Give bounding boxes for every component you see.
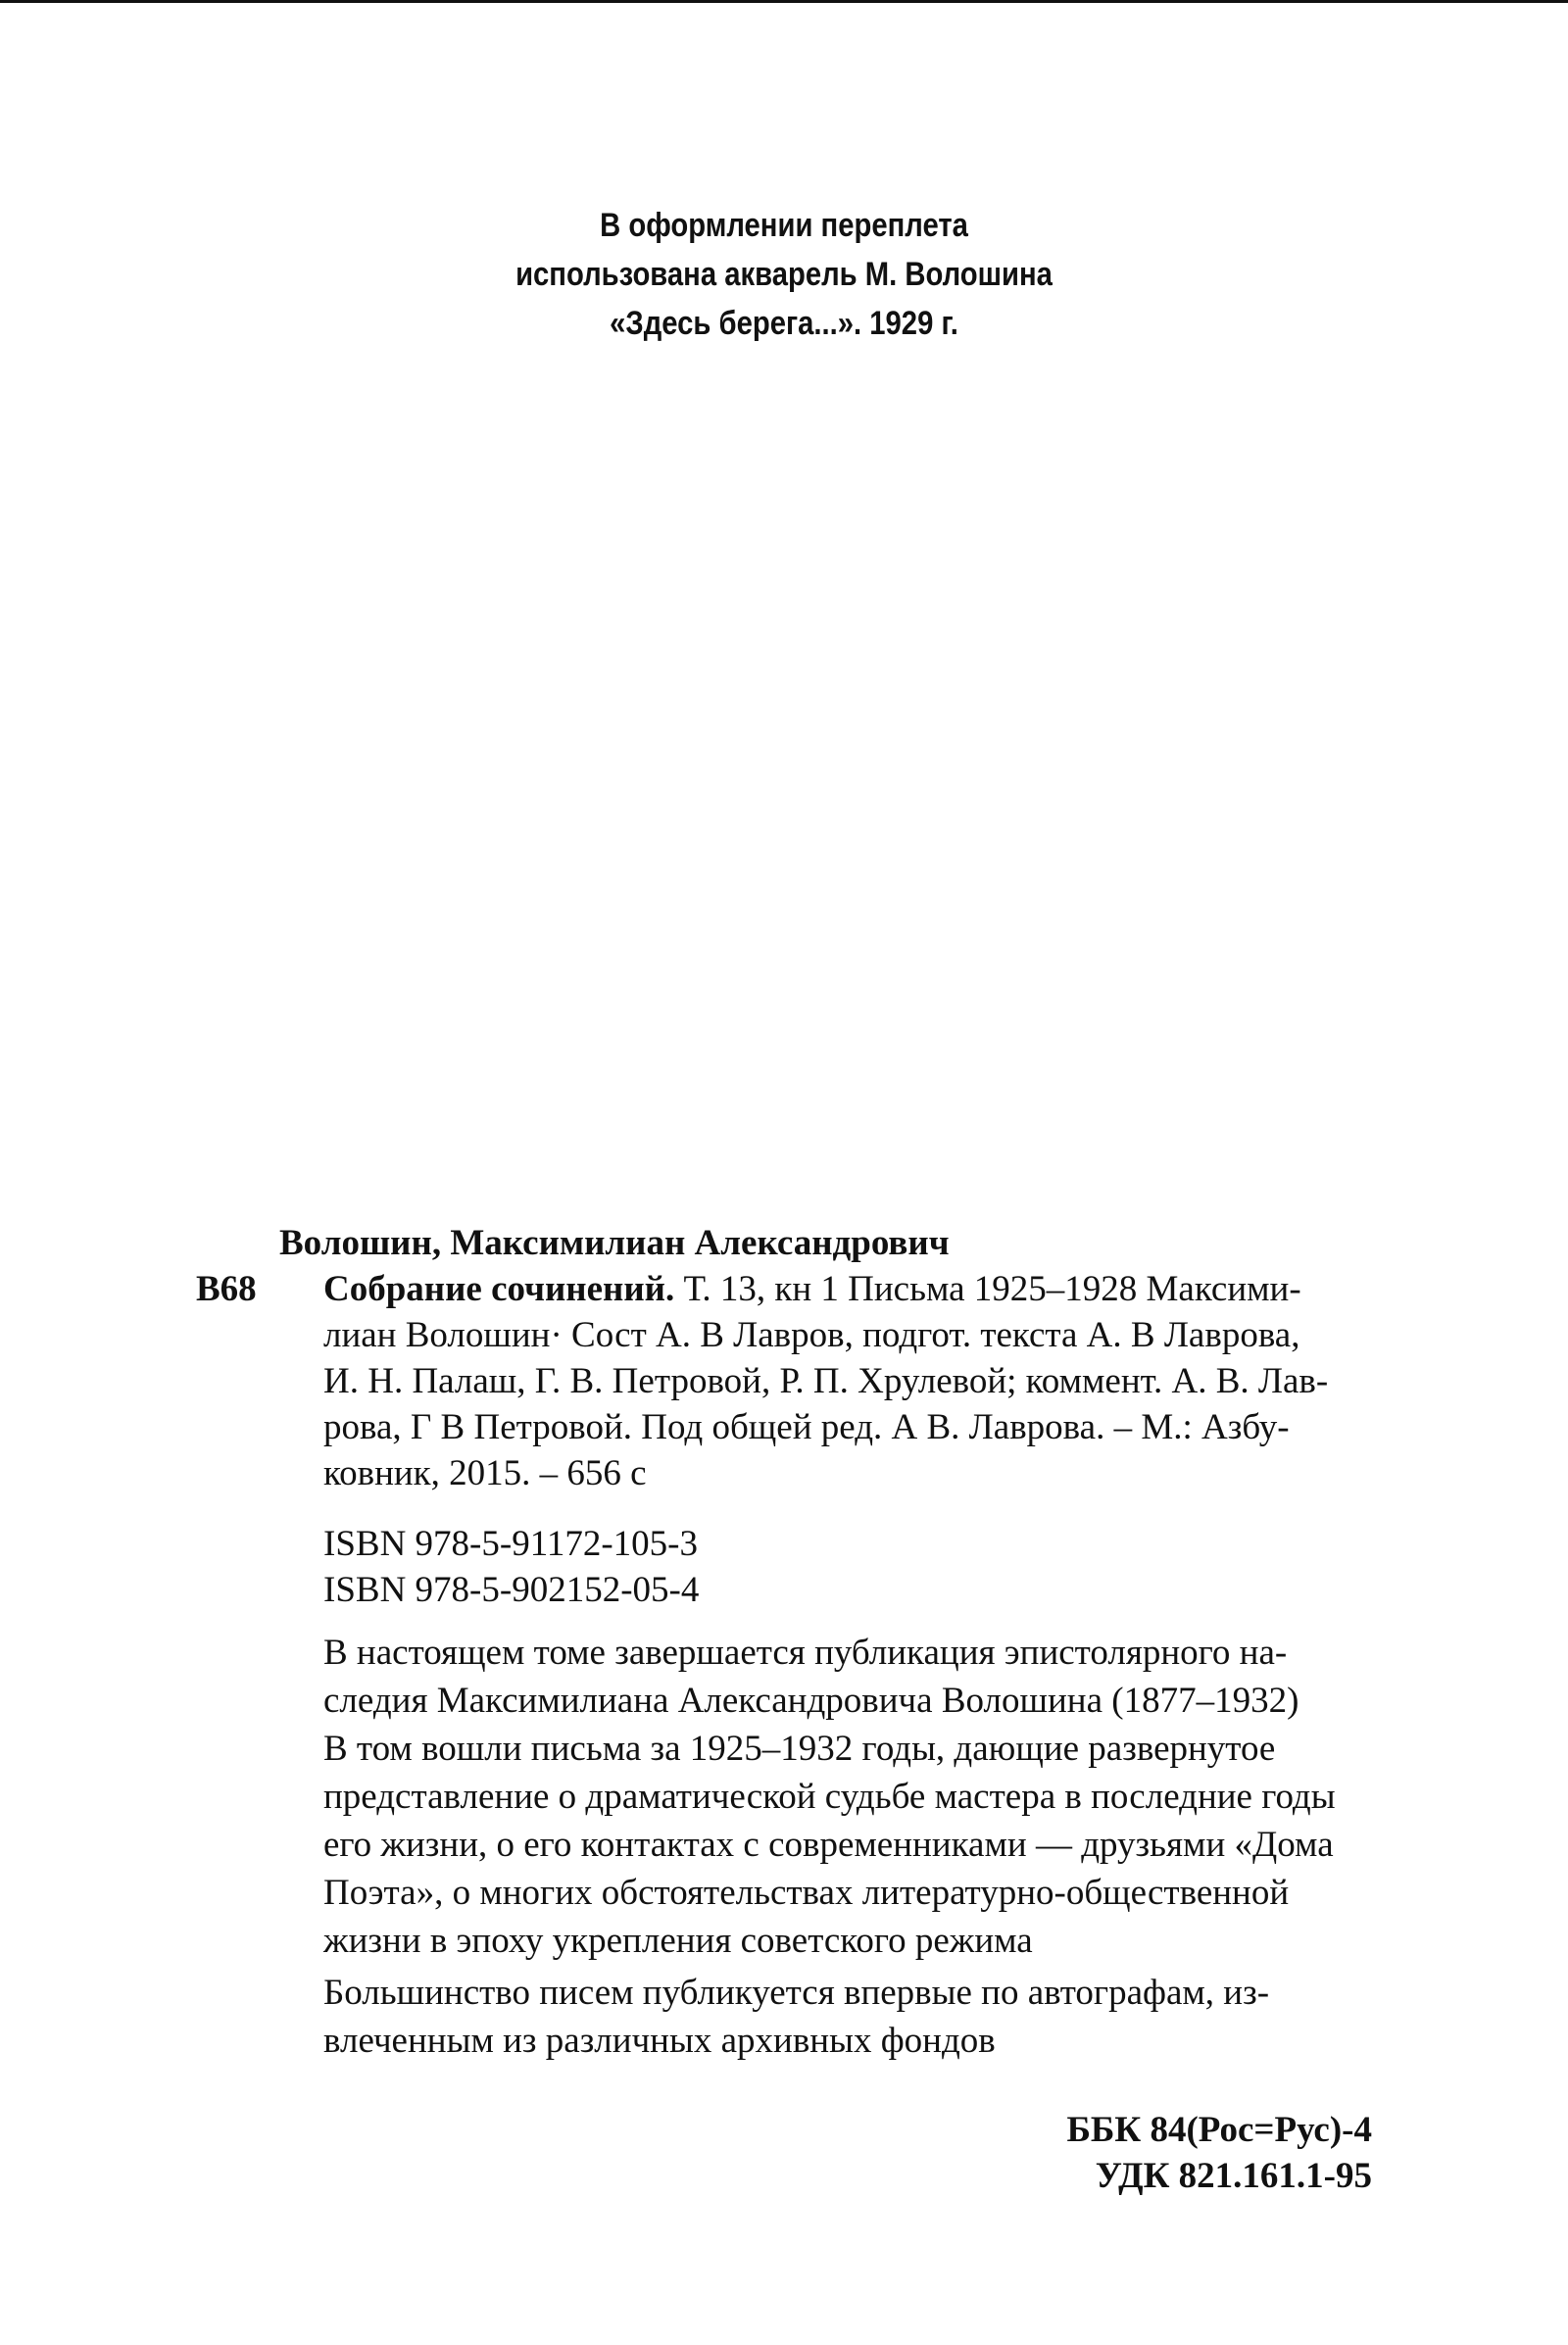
- binding-note: [110, 201, 1458, 348]
- catalog-code: В68: [196, 1269, 257, 1309]
- annotation-line: В настоящем томе завершается публикация эпистолярного на-: [323, 1633, 1288, 1673]
- catalog-desc-line: лиан Волошин· Сост А. В Лавров, подгот. текста А. В Лаврова,: [323, 1315, 1300, 1355]
- binding-note-line: использована акварель М. Волошина: [515, 256, 1053, 293]
- annotation-line: его жизни, о его контактах с современниками — друзьями «Дома: [323, 1825, 1334, 1865]
- top-border-line: [0, 0, 1568, 3]
- catalog-desc-line: И. Н. Палаш, Г. В. Петровой, Р. П. Хрулевой; коммент. А. В. Лав-: [323, 1361, 1329, 1401]
- binding-note-line: «Здесь берега...». 1929 г.: [610, 305, 958, 342]
- isbn-line: ISBN 978-5-902152-05-4: [323, 1570, 700, 1610]
- catalog-desc-line: ковник, 2015. – 656 с: [323, 1453, 647, 1493]
- udk-code: УДК 821.161.1-95: [1095, 2156, 1372, 2196]
- catalog-desc-line: рова, Г В Петровой. Под общей ред. А В. Лаврова. – М.: Азбу-: [323, 1407, 1290, 1447]
- bbk-code: ББК 84(Рос=Рус)-4: [1066, 2110, 1372, 2150]
- catalog-author: Волошин, Максимилиан Александрович: [279, 1223, 950, 1263]
- catalog-desc-line: Т. 13, кн 1 Письма 1925–1928 Максими-: [674, 1269, 1301, 1309]
- annotation-line: Большинство писем публикуется впервые по автографам, из-: [323, 1973, 1270, 2013]
- annotation-line: влеченным из различных архивных фондов: [323, 2021, 996, 2061]
- annotation-line: представление о драматической судьбе мастера в последние годы: [323, 1777, 1336, 1817]
- binding-note-line: В оформлении переплета: [600, 207, 968, 244]
- annotation-line: В том вошли письма за 1925–1932 годы, дающие развернутое: [323, 1729, 1276, 1769]
- annotation-line: Поэта», о многих обстоятельствах литературно-общественной: [323, 1873, 1290, 1913]
- annotation-line: следия Максимилиана Александровича Волошина (1877–1932): [323, 1681, 1299, 1721]
- isbn-line: ISBN 978-5-91172-105-3: [323, 1524, 698, 1564]
- catalog-title: Собрание сочинений.: [323, 1269, 675, 1309]
- annotation-line: жизни в эпоху укрепления советского режима: [323, 1921, 1033, 1961]
